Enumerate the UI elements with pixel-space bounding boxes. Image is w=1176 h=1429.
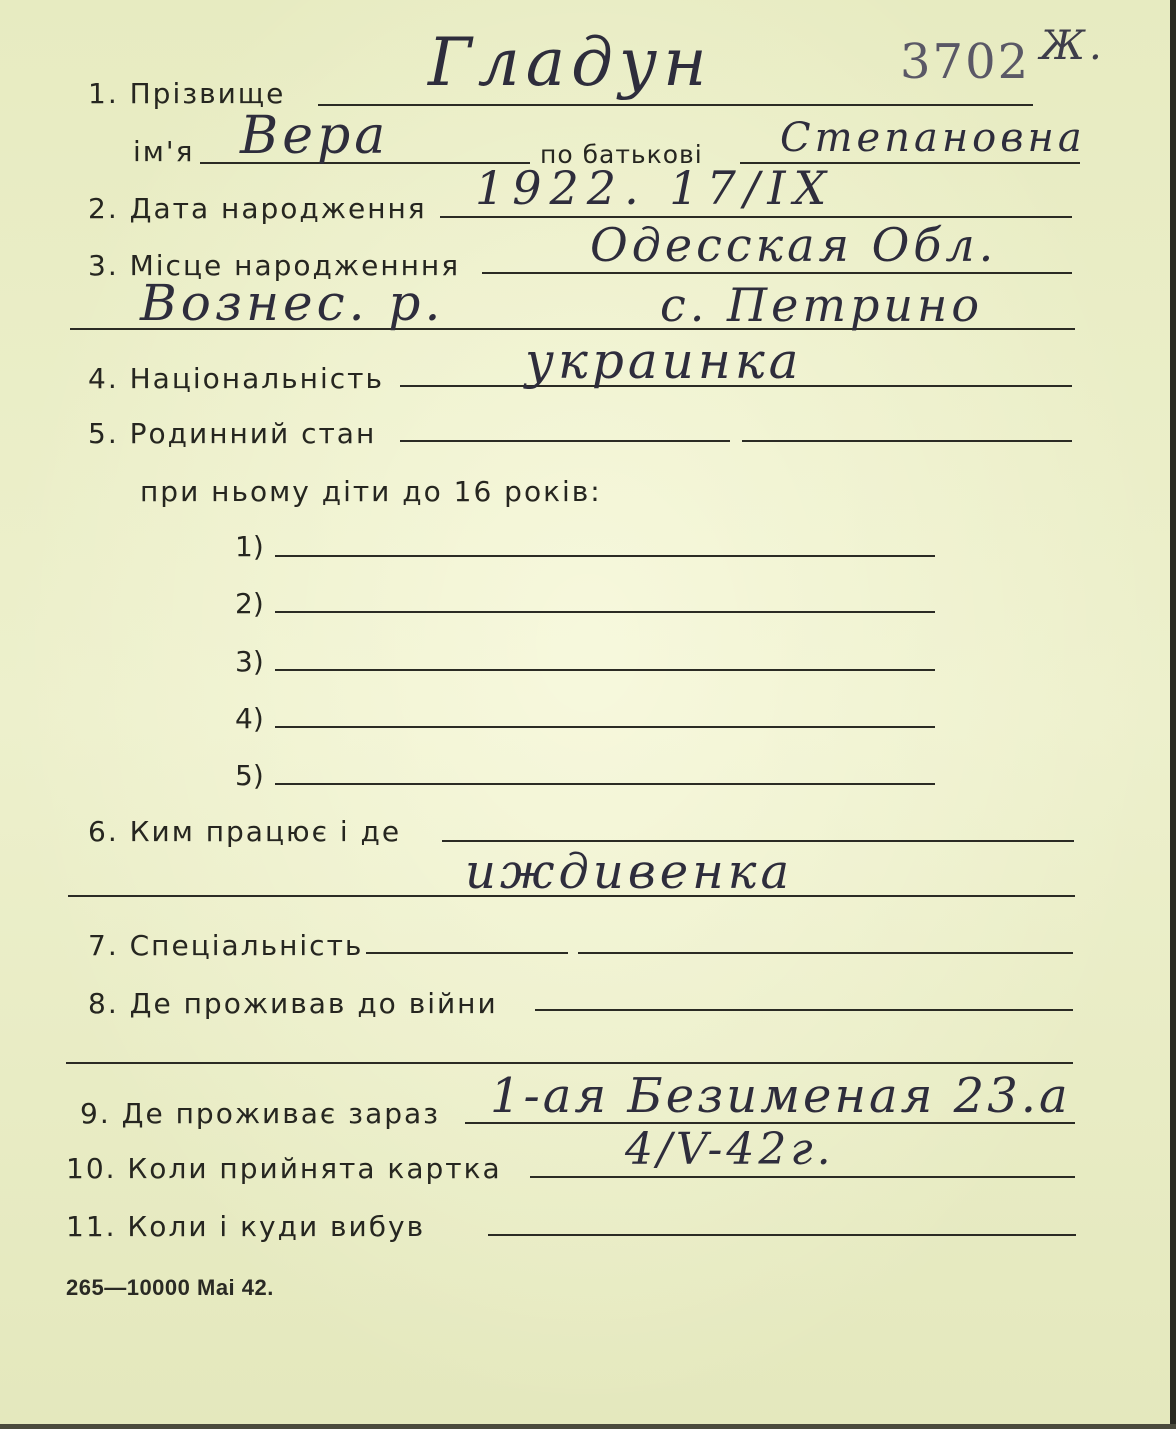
marital-label: 5. Родинний стан [88,417,377,450]
current-address-label: 9. Де проживає зараз [80,1097,441,1130]
child-line-3 [275,669,935,671]
current-address-value: 1-ая Безименая 23.а [490,1068,1071,1124]
card-edge-bottom [0,1424,1176,1429]
child-line-1 [275,555,935,557]
child-line-2 [275,611,935,613]
registry-mark: Ж. [1040,23,1106,69]
name-value: Вера [240,106,390,166]
departure-line [488,1234,1076,1236]
card-edge-right [1170,0,1176,1429]
prewar-line-1 [535,1009,1073,1011]
work-line-1 [442,840,1074,842]
birthplace-value-2b: с. Петрино [660,278,984,332]
birthplace-value-1: Одесская Обл. [590,218,998,272]
child-number-3: 3) [235,645,264,678]
accepted-date-line [530,1176,1075,1178]
accepted-date-label: 10. Коли прийнята картка [66,1152,502,1185]
nationality-value: украинка [525,332,803,390]
specialty-line-b [578,952,1073,954]
nationality-label: 4. Національність [88,362,384,395]
marital-line-a [400,440,730,442]
child-line-4 [275,726,935,728]
child-number-2: 2) [235,587,264,620]
registry-number: 3702 [900,34,1031,90]
surname-line [318,104,1033,106]
surname-value: Гладун [428,24,713,101]
patronymic-label: по батькові [540,140,703,169]
children-label: при ньому діти до 16 років: [140,475,602,508]
departure-label: 11. Коли і куди вибув [66,1210,426,1243]
child-number-4: 4) [235,702,264,735]
marital-line-b [742,440,1072,442]
name-label: ім'я [133,135,195,168]
birthplace-label: 3. Місце народженння [88,249,461,282]
child-number-1: 1) [235,530,264,563]
print-code: 265—10000 Mai 42. [66,1275,274,1300]
birthdate-label: 2. Дата народження [88,192,427,225]
child-number-5: 5) [235,759,264,792]
specialty-line-a [366,952,568,954]
birthplace-line-1 [482,272,1072,274]
prewar-label: 8. Де проживав до війни [88,987,498,1020]
child-line-5 [275,783,935,785]
work-label: 6. Ким працює і де [88,815,402,848]
birthdate-value: 1922. 17/IX [475,161,835,215]
patronymic-value: Степановна [780,115,1086,161]
specialty-label: 7. Спеціальність [88,929,364,962]
surname-label: 1. Прізвище [88,77,286,110]
work-value: иждивенка [465,844,794,900]
birthplace-value-2a: Вознес. р. [140,274,445,332]
prewar-line-2 [66,1062,1073,1064]
accepted-date-value: 4/V-42г. [625,1124,835,1175]
